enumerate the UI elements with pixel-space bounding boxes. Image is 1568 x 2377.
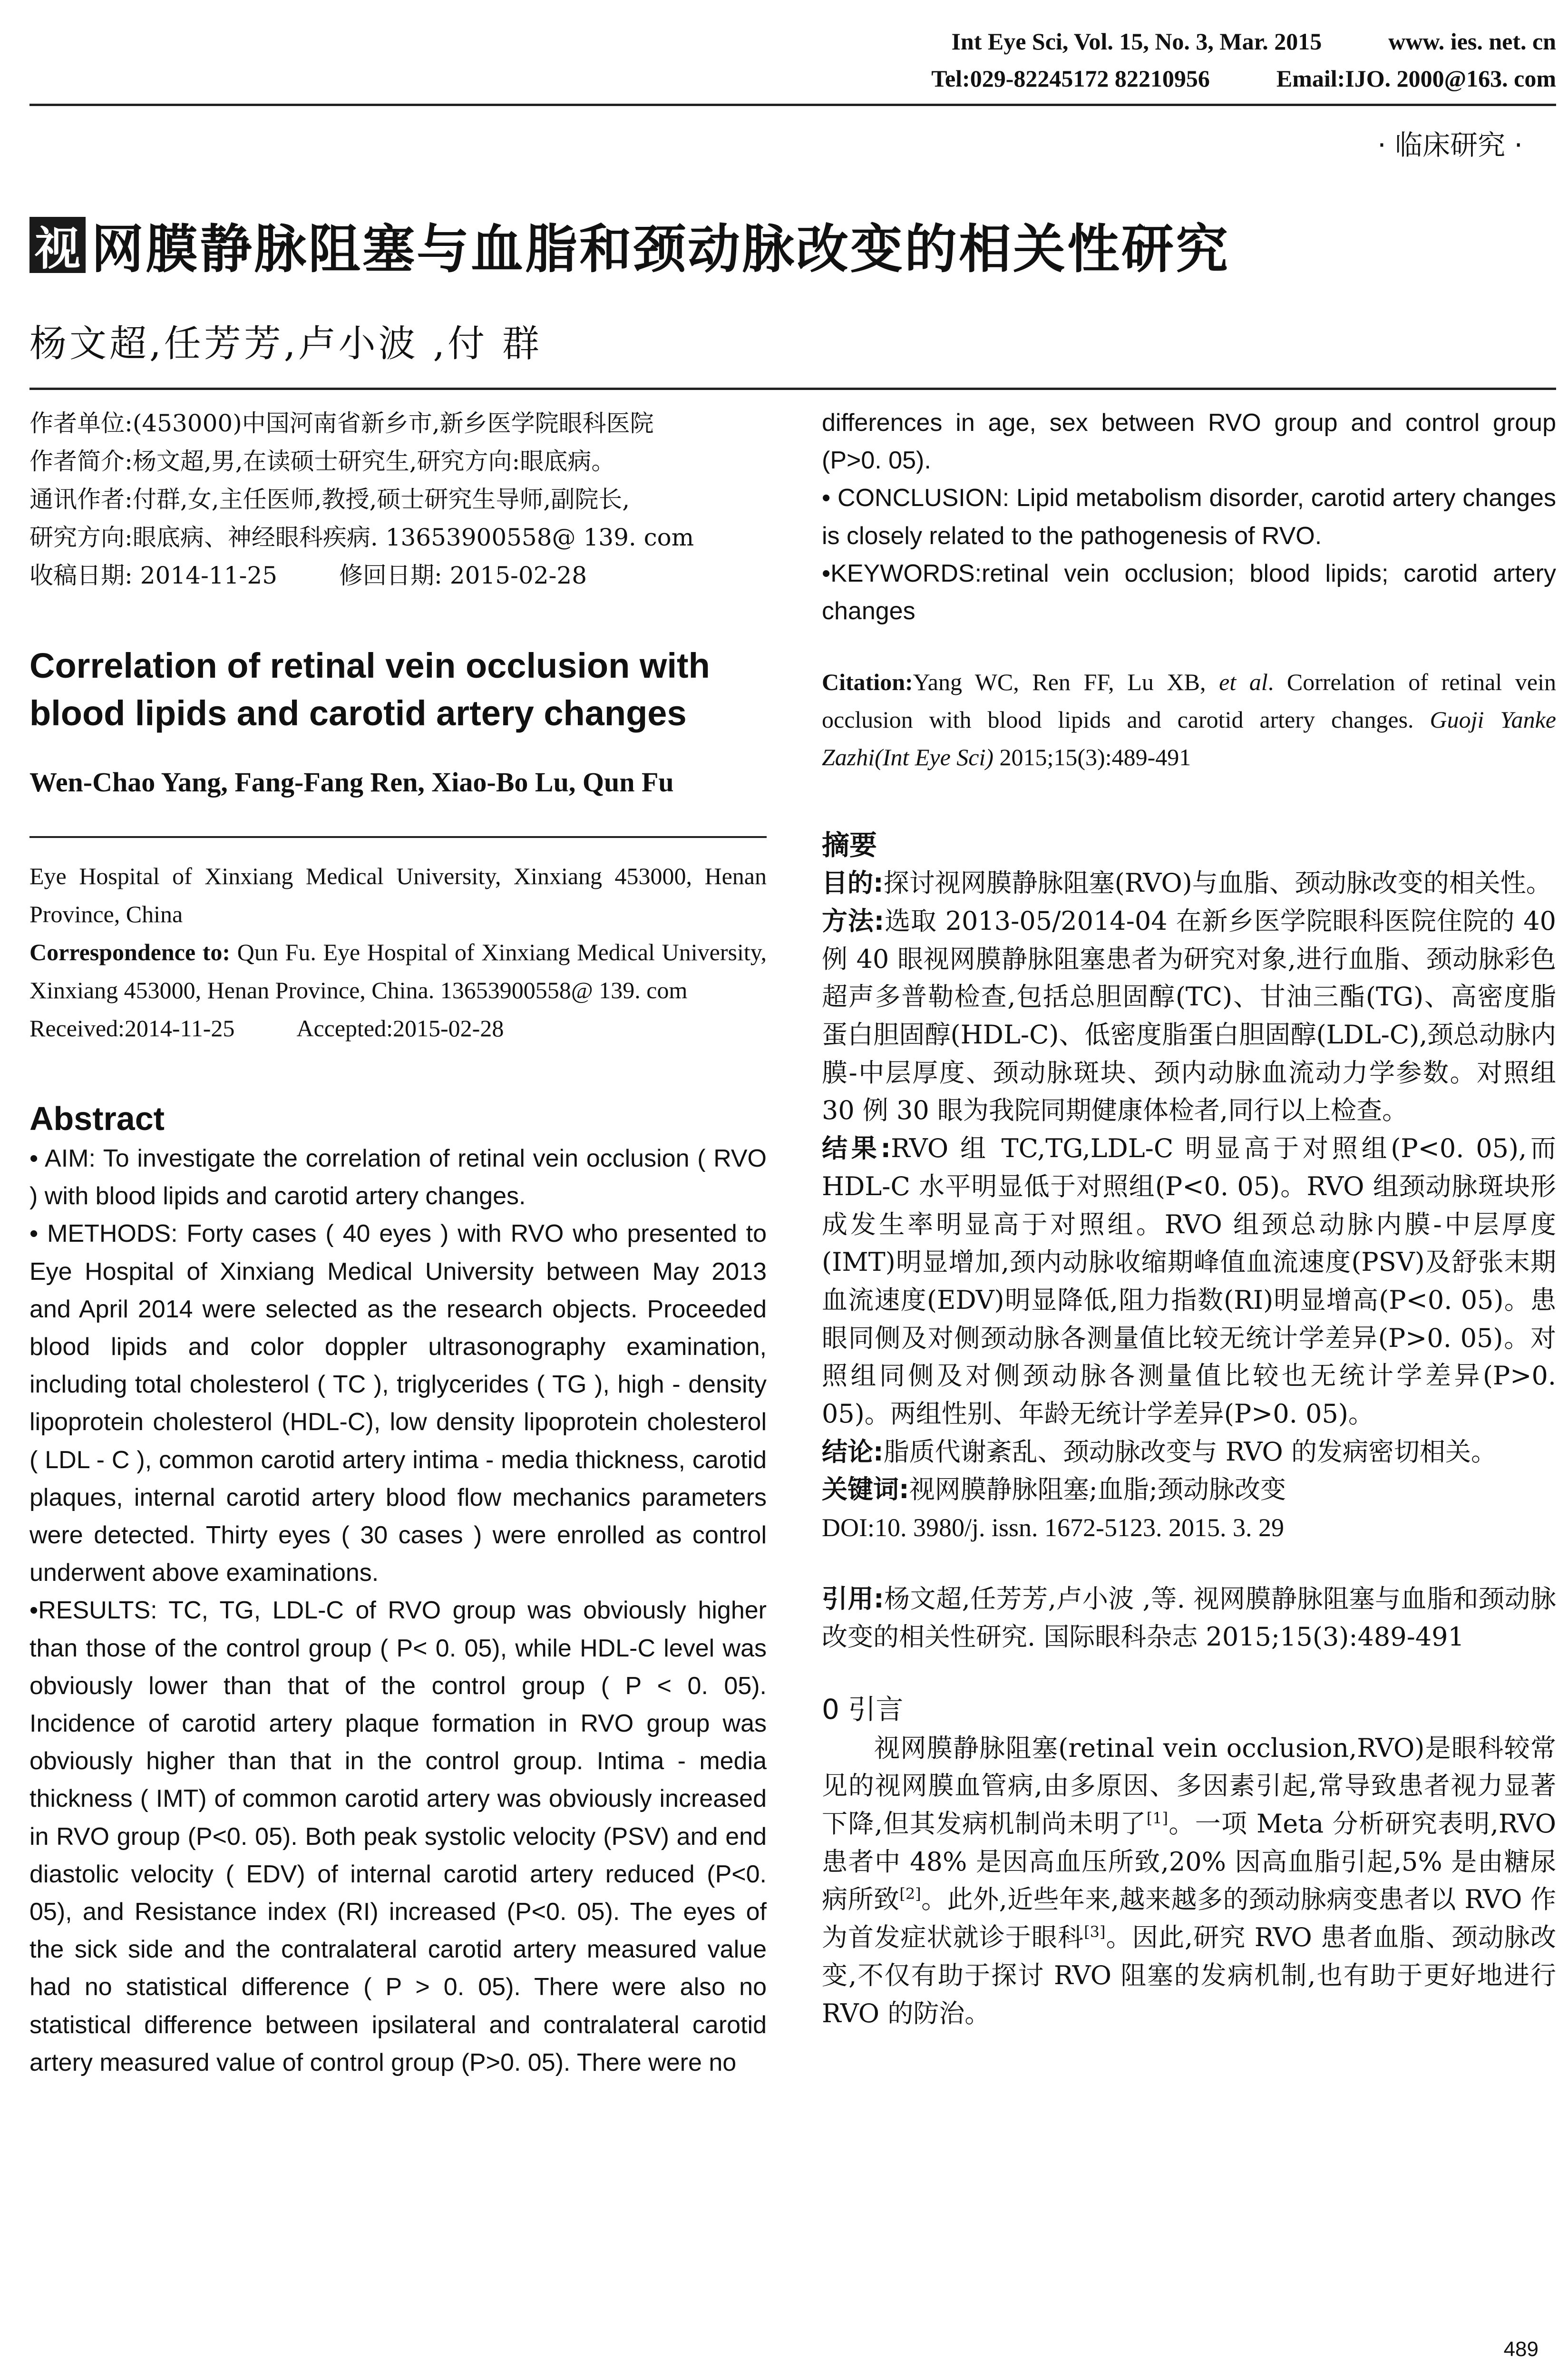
intro-text-1: 视网膜静脉阻塞(retinal vein occlusion,RVO)是眼科较常见的视网膜血管病,由多原因、多因素引起,常导致患者视力显著下降,但其发病机制尚未明了 xyxy=(822,1733,1556,1839)
title-boxed-char: 视 xyxy=(29,217,86,273)
cn-keywords-text: 视网膜静脉阻塞;血脂;颈动脉改变 xyxy=(909,1474,1286,1505)
citation-cn-label: 引用: xyxy=(822,1584,884,1614)
citation-cn xyxy=(822,1580,1556,1656)
abstract-heading: Abstract xyxy=(29,1100,165,1137)
author-unit: 作者单位:(453000)中国河南省新乡市,新乡医学院眼科医院 xyxy=(29,409,654,437)
cn-methods xyxy=(822,902,1556,1130)
authors-cn: 杨文超,任芳芳,卢小波 ,付 群 xyxy=(29,322,542,365)
correspondence-label: Correspondence to: xyxy=(29,939,231,965)
reference-3: [3] xyxy=(1084,1923,1106,1941)
cn-conclusion-text: 脂质代谢紊乱、颈动脉改变与 RVO 的发病密切相关。 xyxy=(883,1436,1497,1467)
page-number: 489 xyxy=(1503,2338,1539,2361)
section-label: · 临床研究 · xyxy=(1377,129,1523,161)
abstract-results-continued: differences in age, sex between RVO group and control group (P>0. 05). xyxy=(822,409,1556,475)
abstract-conclusion: • CONCLUSION: Lipid metabolism disorder, carotid artery changes is closely related to the pathogenesis of RVO. xyxy=(822,484,1556,550)
authors-en: Wen-Chao Yang, Fang-Fang Ren, Xiao-Bo Lu, Qun Fu xyxy=(29,767,674,798)
cn-keywords xyxy=(822,1471,1556,1509)
received-date-cn: 收稿日期: 2014-11-25 xyxy=(29,562,278,589)
abstract-methods: • METHODS: Forty cases ( 40 eyes ) with RVO who presented to Eye Hospital of Xinxiang Medical University between May 2013 and April 2014 were selected as the research objects. Proceeded blood lipids and color doppler ultrasonography examination, including total cholesterol ( TC ), triglycerides ( TG ), high - density lipoprotein cholesterol (HDL-C), low density lipoprotein cholesterol ( LDL - C ), common carotid artery intima - media thickness, carotid plaques, internal carotid artery blood flow mechanics parameters were detected. Thirty eyes ( 30 cases ) were enrolled as control underwent above examinations. xyxy=(29,1220,767,1587)
cn-methods-text: 选取 2013-05/2014-04 在新乡医学院眼科医院住院的 40 例 40 眼视网膜静脉阻塞患者为研究对象,进行血脂、颈动脉彩色超声多普勒检查,包括总胆固醇(TC)、甘油三酯(TG)、高密度脂蛋白胆固醇(HDL-C)、低密度脂蛋白胆固醇(LDL-C),颈总动脉内膜-中层厚度、颈动脉斑块、颈内动脉血流动力学参数。对照组 30 例 30 眼为我院同期健康体检者,同行以上检查。 xyxy=(822,906,1556,1126)
journal-email: Email:IJO. 2000@163. com xyxy=(1276,65,1556,92)
abstract-heading-cn: 摘要 xyxy=(822,829,877,862)
citation-etal: et al xyxy=(1219,669,1268,696)
journal-website: www. ies. net. cn xyxy=(1388,28,1556,55)
cn-aim xyxy=(822,864,1556,902)
dates-en xyxy=(29,1009,767,1047)
correspondence-text: Qun Fu. Eye Hospital of Xinxiang Medical University, Xinxiang 453000, Henan Province, China. 13653900558@ 139. com xyxy=(29,939,767,1003)
citation-journal: Guoji Yanke Zazhi(Int Eye Sci) xyxy=(822,706,1556,771)
dates-cn xyxy=(29,556,767,594)
intro-text-3: 。此外,近些年来,越来越多的颈动脉病变患者以 RVO 作为首发症状就诊于眼科 xyxy=(822,1884,1556,1953)
cn-aim-label: 目的: xyxy=(822,868,884,898)
reference-2: [2] xyxy=(899,1885,921,1903)
abstract-keywords: •KEYWORDS:retinal vein occlusion; blood lipids; carotid artery changes xyxy=(822,559,1556,625)
cn-results xyxy=(822,1130,1556,1433)
correspondence-en xyxy=(29,933,767,1009)
cn-conclusion xyxy=(822,1433,1556,1471)
cn-results-text: RVO 组 TC,TG,LDL-C 明显高于对照组(P<0. 05),而 HDL-C 水平明显低于对照组(P<0. 05)。RVO 组颈动脉斑块形成发生率明显高于对照组。RVO 组颈总动脉内膜-中层厚度(IMT)明显增加,颈内动脉收缩期峰值血流速度(PSV)及舒张末期血流速度(EDV)明显降低,阻力指数(RI)明显增高(P<0. 05)。患眼同侧及对侧颈动脉各测量值比较无统计学差异(P>0. 05)。对照组同侧及对侧颈动脉各测量值比较也无统计学差异(P>0. 05)。两组性别、年龄无统计学差异(P>0. 05)。 xyxy=(822,1133,1556,1429)
abstract-results: •RESULTS: TC, TG, LDL-C of RVO group was obviously higher than those of the control group ( P< 0. 05), while HDL-C level was obviously lower than that of the control group ( P < 0. 05). Incidence of carotid artery plaque formation in RVO group was obviously higher than that in the control group. Intima - media thickness ( IMT) of common carotid artery was obviously increased in RVO group (P<0. 05). Both peak systolic velocity (PSV) and end diastolic velocity ( EDV) of internal carotid artery reduced (P<0. 05), and Resistance index (RI) increased (P<0. 05). The eyes of the sick side and the contralateral carotid artery measured value had no statistical difference ( P > 0. 05). There were also no statistical difference between ipsilateral and contralateral carotid artery measured value of control group (P>0. 05). There were no xyxy=(29,1597,767,2076)
citation-volume: 2015;15(3):489-491 xyxy=(993,744,1191,771)
title-text: 网膜静脉阻塞与血脂和颈动脉改变的相关性研究 xyxy=(91,219,1230,280)
intro-text-2: 。一项 Meta 分析研究表明,RVO 患者中 48% 是因高血压所致,20% 因高血脂引起,5% 是由糖尿病所致 xyxy=(822,1808,1556,1915)
citation-en xyxy=(822,663,1556,776)
left-column xyxy=(29,404,767,2082)
journal-header xyxy=(29,28,1556,106)
journal-tel: Tel:029-82245172 82210956 xyxy=(931,65,1210,92)
divider xyxy=(29,836,767,838)
cn-aim-text: 探讨视网膜静脉阻塞(RVO)与血脂、颈动脉改变的相关性。 xyxy=(883,868,1552,898)
corresponding-author-line2: 研究方向:眼底病、神经眼科疾病. 13653900558@ 139. com xyxy=(29,524,694,551)
affiliation-en: Eye Hospital of Xinxiang Medical University, Xinxiang 453000, Henan Province, China xyxy=(29,863,767,927)
right-column xyxy=(822,404,1556,2032)
cn-keywords-label: 关键词: xyxy=(822,1474,909,1505)
accepted-date-en: Accepted:2015-02-28 xyxy=(296,1015,504,1042)
intro-paragraph xyxy=(822,1729,1556,2033)
reference-1: [1] xyxy=(1146,1809,1169,1827)
doi: DOI:10. 3980/j. issn. 1672-5123. 2015. 3. 29 xyxy=(822,1513,1284,1542)
corresponding-author-line1: 通讯作者:付群,女,主任医师,教授,硕士研究生导师,副院长, xyxy=(29,486,630,513)
intro-text-4: 。因此,研究 RVO 患者血脂、颈动脉改变,不仅有助于探讨 RVO 阻塞的发病机制,也有助于更好地进行 RVO 的防治。 xyxy=(822,1922,1557,2028)
citation-cn-text: 杨文超,任芳芳,卢小波 ,等. 视网膜静脉阻塞与血脂和颈动脉改变的相关性研究. 国际眼科杂志 2015;15(3):489-491 xyxy=(822,1584,1556,1652)
revised-date-cn: 修回日期: 2015-02-28 xyxy=(339,562,587,589)
citation-authors: Yang WC, Ren FF, Lu XB, xyxy=(913,669,1219,696)
divider xyxy=(29,388,1556,390)
cn-results-label: 结果: xyxy=(822,1133,891,1164)
intro-heading: 0 引言 xyxy=(822,1693,904,1725)
citation-title: . Correlation of retinal vein occlusion with blood lipids and carotid artery changes. xyxy=(822,669,1556,733)
author-bio: 作者简介:杨文超,男,在读硕士研究生,研究方向:眼底病。 xyxy=(29,448,615,475)
article-title-en: Correlation of retinal vein occlusion with blood lipids and carotid artery changes xyxy=(29,646,710,733)
article-title-cn xyxy=(29,209,1230,281)
cn-conclusion-label: 结论: xyxy=(822,1436,884,1467)
journal-volume-info: Int Eye Sci, Vol. 15, No. 3, Mar. 2015 xyxy=(951,28,1322,55)
abstract-aim: • AIM: To investigate the correlation of retinal vein occlusion ( RVO ) with blood lipids and carotid artery changes. xyxy=(29,1145,767,1210)
cn-methods-label: 方法: xyxy=(822,906,885,936)
citation-label: Citation: xyxy=(822,669,913,696)
received-date-en: Received:2014-11-25 xyxy=(29,1015,235,1042)
